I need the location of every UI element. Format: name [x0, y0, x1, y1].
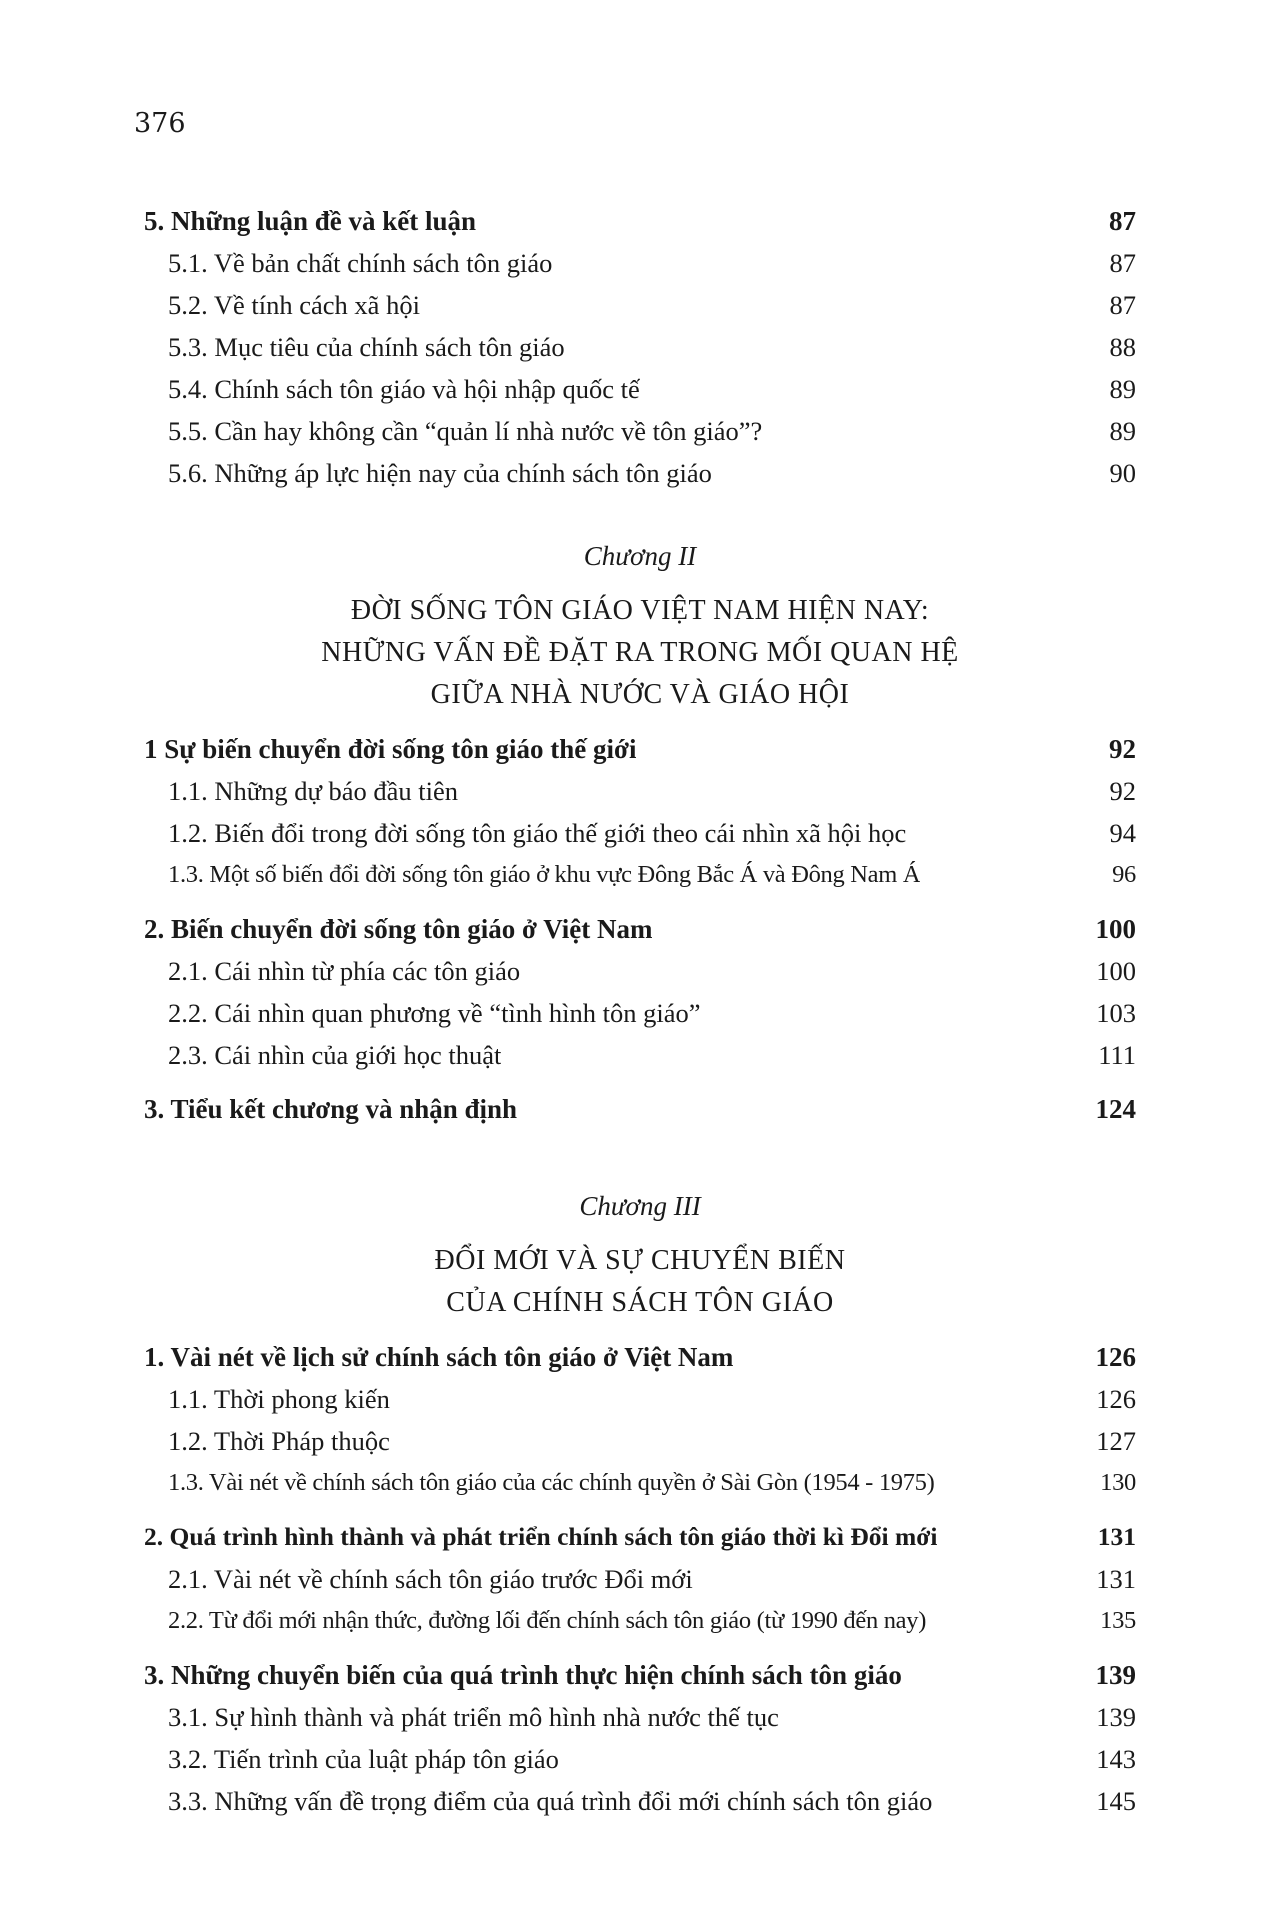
toc-entry-title: 2.3. Cái nhìn của giới học thuật: [168, 1040, 502, 1070]
toc-entry: [144, 1420, 1136, 1462]
toc-page-ref: 126: [1096, 1384, 1136, 1414]
toc-section: [144, 1654, 1136, 1696]
toc-entry-title: 2.2. Cái nhìn quan phương về “tình hình tôn giáo”: [168, 998, 701, 1028]
toc-entry-title: 5.5. Cần hay không cần “quản lí nhà nước về tôn giáo”?: [168, 416, 763, 446]
chapter-title: [144, 1240, 1136, 1324]
toc-page-ref: 100: [1096, 956, 1136, 986]
toc-section-title: 5. Những luận đề và kết luận: [144, 206, 477, 236]
toc-entry: [144, 1600, 1136, 1642]
toc-section: [144, 728, 1136, 770]
toc-page-ref: 124: [1095, 1094, 1136, 1124]
toc-page-ref: 90: [1109, 458, 1136, 488]
toc-entry-title: 3.2. Tiến trình của luật pháp tôn giáo: [168, 1744, 559, 1774]
toc-entry-title: 5.1. Về bản chất chính sách tôn giáo: [168, 248, 553, 278]
toc-section: [144, 1516, 1136, 1558]
toc-entry: [144, 284, 1136, 326]
toc-entry-title: 1.2. Biến đổi trong đời sống tôn giáo thế giới theo cái nhìn xã hội học: [168, 818, 907, 848]
toc-page-ref: 139: [1095, 1660, 1136, 1690]
toc-section: [144, 908, 1136, 950]
toc-section: [144, 200, 1136, 242]
toc-entry-title: 1.2. Thời Pháp thuộc: [168, 1426, 390, 1456]
toc-entry: [144, 368, 1136, 410]
toc-section: [144, 1088, 1136, 1130]
toc-entry-title: 5.6. Những áp lực hiện nay của chính sách tôn giáo: [168, 458, 712, 488]
toc-entry-title: 1.3. Một số biến đổi đời sống tôn giáo ở khu vực Đông Bắc Á và Đông Nam Á: [168, 861, 921, 888]
toc-entry-title: 1.1. Những dự báo đầu tiên: [168, 776, 458, 806]
toc-entry: [144, 410, 1136, 452]
toc-entry-title: 2.2. Từ đổi mới nhận thức, đường lối đến chính sách tôn giáo (từ 1990 đến nay): [168, 1607, 927, 1634]
toc-page-ref: 127: [1096, 1426, 1136, 1456]
chapter-title-line: ĐỜI SỐNG TÔN GIÁO VIỆT NAM HIỆN NAY:: [350, 595, 930, 626]
toc-entry-title: 5.2. Về tính cách xã hội: [168, 290, 420, 320]
toc-entry-title: 3.3. Những vấn đề trọng điểm của quá trình đổi mới chính sách tôn giáo: [168, 1786, 933, 1816]
toc-section-title: 3. Tiểu kết chương và nhận định: [144, 1094, 518, 1124]
toc-section: [144, 1336, 1136, 1378]
toc-page-ref: 87: [1109, 248, 1136, 278]
toc-entry: [144, 854, 1136, 896]
toc-entry: [144, 992, 1136, 1034]
chapter-title-line: ĐỔI MỚI VÀ SỰ CHUYỂN BIẾN: [434, 1245, 846, 1276]
toc-entry-title: 3.1. Sự hình thành và phát triển mô hình nhà nước thế tục: [168, 1702, 779, 1732]
toc-section-title: 3. Những chuyển biến của quá trình thực hiện chính sách tôn giáo: [144, 1660, 902, 1690]
chapter-title-line: GIỮA NHÀ NƯỚC VÀ GIÁO HỘI: [430, 679, 850, 710]
toc-page-ref: 96: [1112, 861, 1136, 888]
toc-entry-title: 1.3. Vài nét về chính sách tôn giáo của các chính quyền ở Sài Gòn (1954 - 1975): [168, 1469, 935, 1496]
toc-entry: [144, 1378, 1136, 1420]
toc-entry: [144, 1780, 1136, 1822]
chapter-label: Chương II: [583, 541, 697, 571]
toc-entry-title: 2.1. Vài nét về chính sách tôn giáo trước Đổi mới: [168, 1564, 693, 1594]
toc-entry: [144, 950, 1136, 992]
toc-entry-title: 2.1. Cái nhìn từ phía các tôn giáo: [168, 956, 521, 986]
page-number: 376: [134, 108, 186, 139]
table-of-contents: [144, 200, 1136, 1822]
toc-entry-title: 5.4. Chính sách tôn giáo và hội nhập quốc tế: [168, 374, 640, 404]
toc-page-ref: 135: [1100, 1607, 1136, 1634]
toc-page-ref: 126: [1095, 1342, 1136, 1372]
toc-entry: [144, 770, 1136, 812]
toc-page-ref: 139: [1096, 1702, 1136, 1732]
toc-page-ref: 131: [1096, 1564, 1136, 1594]
toc-entry-title: 1.1. Thời phong kiến: [168, 1384, 390, 1414]
toc-entry: [144, 1034, 1136, 1076]
toc-entry: [144, 242, 1136, 284]
toc-page-ref: 92: [1109, 734, 1136, 764]
toc-section-title: 2. Biến chuyển đời sống tôn giáo ở Việt Nam: [144, 914, 653, 944]
chapter-label: Chương III: [579, 1191, 701, 1221]
toc-page-ref: 103: [1096, 998, 1136, 1028]
toc-entry: [144, 326, 1136, 368]
toc-page-ref: 143: [1096, 1744, 1136, 1774]
toc-page-ref: 130: [1100, 1469, 1136, 1496]
toc-page-ref: 111: [1098, 1040, 1136, 1070]
toc-section-title: 1 Sự biến chuyển đời sống tôn giáo thế giới: [144, 734, 637, 764]
toc-section-title: 1. Vài nét về lịch sử chính sách tôn giáo ở Việt Nam: [144, 1342, 734, 1372]
toc-section-title: 2. Quá trình hình thành và phát triển chính sách tôn giáo thời kì Đổi mới: [144, 1522, 938, 1551]
toc-entry: [144, 1462, 1136, 1504]
chapter-title-line: NHỮNG VẤN ĐỀ ĐẶT RA TRONG MỐI QUAN HỆ: [321, 637, 959, 668]
toc-page-ref: 100: [1095, 914, 1136, 944]
toc-page-ref: 87: [1109, 290, 1136, 320]
toc-page-ref: 89: [1109, 374, 1136, 404]
toc-entry: [144, 1558, 1136, 1600]
toc-entry: [144, 1696, 1136, 1738]
toc-entry: [144, 812, 1136, 854]
toc-page-ref: 94: [1109, 818, 1136, 848]
chapter-title-line: CỦA CHÍNH SÁCH TÔN GIÁO: [446, 1287, 834, 1318]
toc-entry: [144, 452, 1136, 494]
toc-page-ref: 87: [1109, 206, 1136, 236]
chapter-title: [144, 590, 1136, 716]
toc-page-ref: 88: [1109, 332, 1136, 362]
toc-page-ref: 131: [1097, 1522, 1136, 1551]
toc-entry-title: 5.3. Mục tiêu của chính sách tôn giáo: [168, 332, 565, 362]
toc-page-ref: 92: [1109, 776, 1136, 806]
toc-page-ref: 89: [1109, 416, 1136, 446]
toc-page-ref: 145: [1096, 1786, 1136, 1816]
toc-entry: [144, 1738, 1136, 1780]
